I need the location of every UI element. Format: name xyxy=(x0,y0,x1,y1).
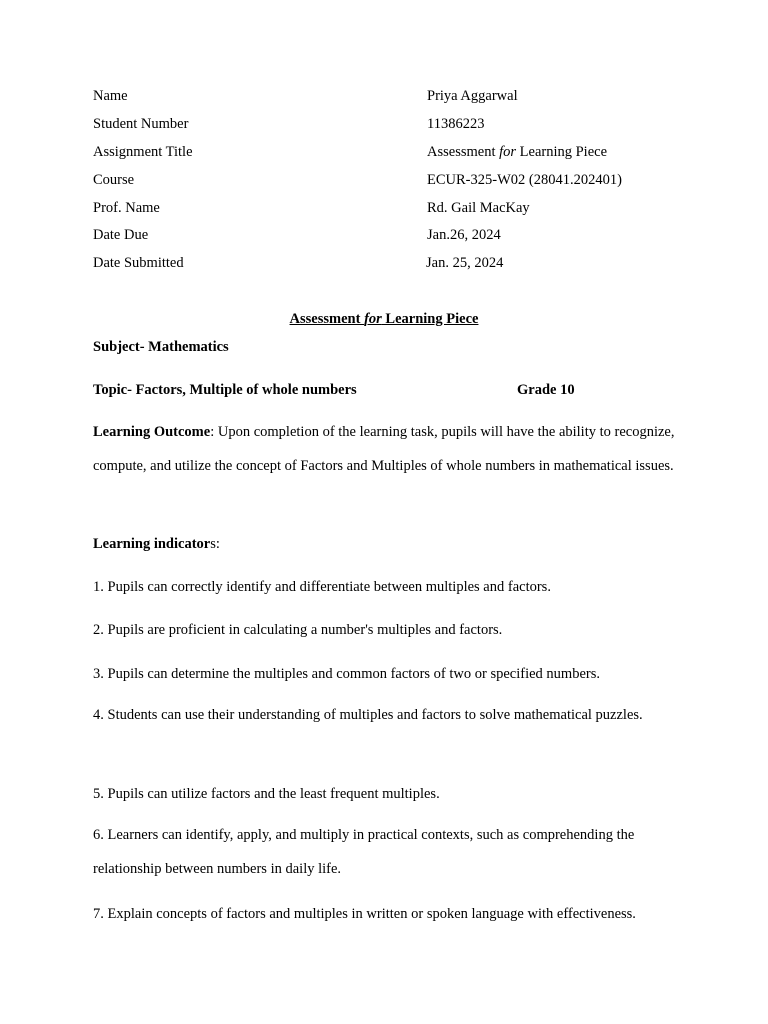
date-submitted-label: Date Submitted xyxy=(93,255,184,271)
grade-label: Grade 10 xyxy=(517,382,575,398)
indicator-item-3: 3. Pupils can determine the multiples and common factors of two or specified numbers. xyxy=(93,666,600,682)
assignment-title-pre: Assessment xyxy=(427,144,500,160)
topic-line: Topic- Factors, Multiple of whole numbers xyxy=(93,382,357,398)
title-post: Learning Piece xyxy=(381,311,479,327)
title-em: for xyxy=(364,311,382,327)
indicator-item-5: 5. Pupils can utilize factors and the least frequent multiples. xyxy=(93,786,440,802)
date-due-label: Date Due xyxy=(93,227,149,243)
document-title xyxy=(0,310,768,328)
name-label: Name xyxy=(93,88,128,104)
student-number-value: 11386223 xyxy=(427,116,485,132)
assignment-title-label: Assignment Title xyxy=(93,144,193,160)
learning-outcome-paragraph xyxy=(93,416,683,483)
prof-name-value: Rd. Gail MacKay xyxy=(427,200,530,216)
indicator-item-4: 4. Students can use their understanding of multiples and factors to solve mathematical puzzles. xyxy=(93,707,643,723)
name-value: Priya Aggarwal xyxy=(427,88,518,104)
date-submitted-value: Jan. 25, 2024 xyxy=(426,255,504,271)
subject-line: Subject- Mathematics xyxy=(93,339,229,355)
title-pre: Assessment xyxy=(289,311,365,327)
student-number-label: Student Number xyxy=(93,116,189,132)
assignment-title-em: for xyxy=(499,144,517,160)
course-label: Course xyxy=(93,172,135,188)
learning-indicators-label-bold: Learning indicator xyxy=(93,536,211,552)
date-due-value: Jan.26, 2024 xyxy=(427,227,501,243)
assignment-title-value xyxy=(427,143,607,161)
indicator-item-2: 2. Pupils are proficient in calculating a number's multiples and factors. xyxy=(93,622,503,638)
indicator-item-7: 7. Explain concepts of factors and multiples in written or spoken language with effectiveness. xyxy=(93,906,636,922)
prof-name-label: Prof. Name xyxy=(93,200,160,216)
indicator-item-6: 6. Learners can identify, apply, and multiply in practical contexts, such as comprehending the relationship between numbers in daily life. xyxy=(93,827,635,877)
learning-indicators-heading xyxy=(93,535,220,553)
learning-outcome-label: Learning Outcome xyxy=(93,424,211,440)
learning-outcome-text: : Upon completion of the learning task, pupils will have the ability to recognize, compute, and utilize the concept of Factors and Multiples of whole numbers in mathematical issues. xyxy=(93,424,675,474)
indicator-item-1: 1. Pupils can correctly identify and differentiate between multiples and factors. xyxy=(93,579,551,595)
course-value: ECUR-325-W02 (28041.202401) xyxy=(427,172,622,188)
learning-indicators-label-rest: s: xyxy=(210,536,220,552)
assignment-title-post: Learning Piece xyxy=(516,144,608,160)
